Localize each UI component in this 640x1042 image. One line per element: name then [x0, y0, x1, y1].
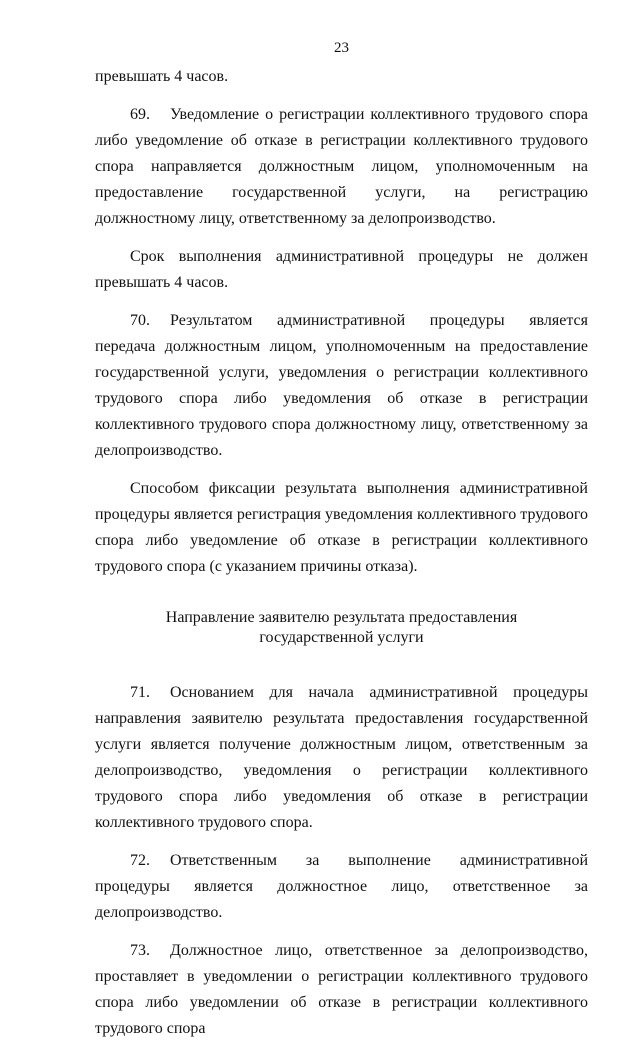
document-page	[95, 0, 588, 1042]
section-heading-line-1: Направление заявителю результата предоставления	[165, 609, 518, 626]
paragraph-p73	[95, 938, 588, 1042]
page-number: 23	[334, 40, 349, 56]
paragraph-number: 72.	[130, 852, 150, 869]
paragraph-text: превышать 4 часов.	[95, 68, 229, 85]
paragraph-p72	[95, 848, 588, 926]
paragraphs-bottom	[95, 680, 588, 1042]
section-heading-line-2: государственной услуги	[259, 629, 424, 646]
paragraph-number: 69.	[130, 106, 150, 123]
paragraph-p69b	[95, 244, 588, 296]
paragraph-number: 71.	[130, 684, 150, 701]
paragraph-text: Срок выполнения административной процедуры не должен превышать 4 часов.	[95, 248, 588, 291]
paragraphs-top	[95, 64, 588, 580]
paragraph-text: Основанием для начала административной процедуры направления заявителю результата предоставления государственной услуги является получение должностным лицом, ответственным за делопроизводство, уведомления о регистрации коллективного трудового спора либо уведомления об отказе в регистрации коллективного трудового спора.	[95, 684, 588, 831]
paragraph-text: Уведомление о регистрации коллективного трудового спора либо уведомление об отказе в регистрации коллективного трудового спора направляется должностным лицом, уполномоченным на предоставление государственной услуги, на регистрацию должностному лицу, ответственному за делопроизводство.	[95, 106, 588, 227]
paragraph-number: 73.	[130, 942, 150, 959]
paragraph-text: Должностное лицо, ответственное за делопроизводство, проставляет в уведомлении о регистрации коллективного трудового спора либо уведомлении об отказе в регистрации коллективного трудового спора	[95, 942, 588, 1037]
section-heading	[95, 608, 588, 648]
paragraph-p70	[95, 308, 588, 464]
paragraph-number: 70.	[130, 312, 150, 329]
paragraph-p69	[95, 102, 588, 232]
paragraph-p70b	[95, 476, 588, 580]
paragraph-p0	[95, 64, 588, 90]
paragraph-text: Ответственным за выполнение административной процедуры является должностное лицо, ответственное за делопроизводство.	[95, 852, 588, 921]
paragraph-p71	[95, 680, 588, 836]
paragraph-text: Результатом административной процедуры является передача должностным лицом, уполномоченным на предоставление государственной услуги, уведомления о регистрации коллективного трудового спора либо уведомления об отказе в регистрации коллективного трудового спора должностному лицу, ответственному за делопроизводство.	[95, 312, 588, 459]
paragraph-text: Способом фиксации результата выполнения административной процедуры является регистрация уведомления коллективного трудового спора либо уведомление об отказе в регистрации коллективного трудового спора (с указанием причины отказа).	[95, 480, 588, 575]
